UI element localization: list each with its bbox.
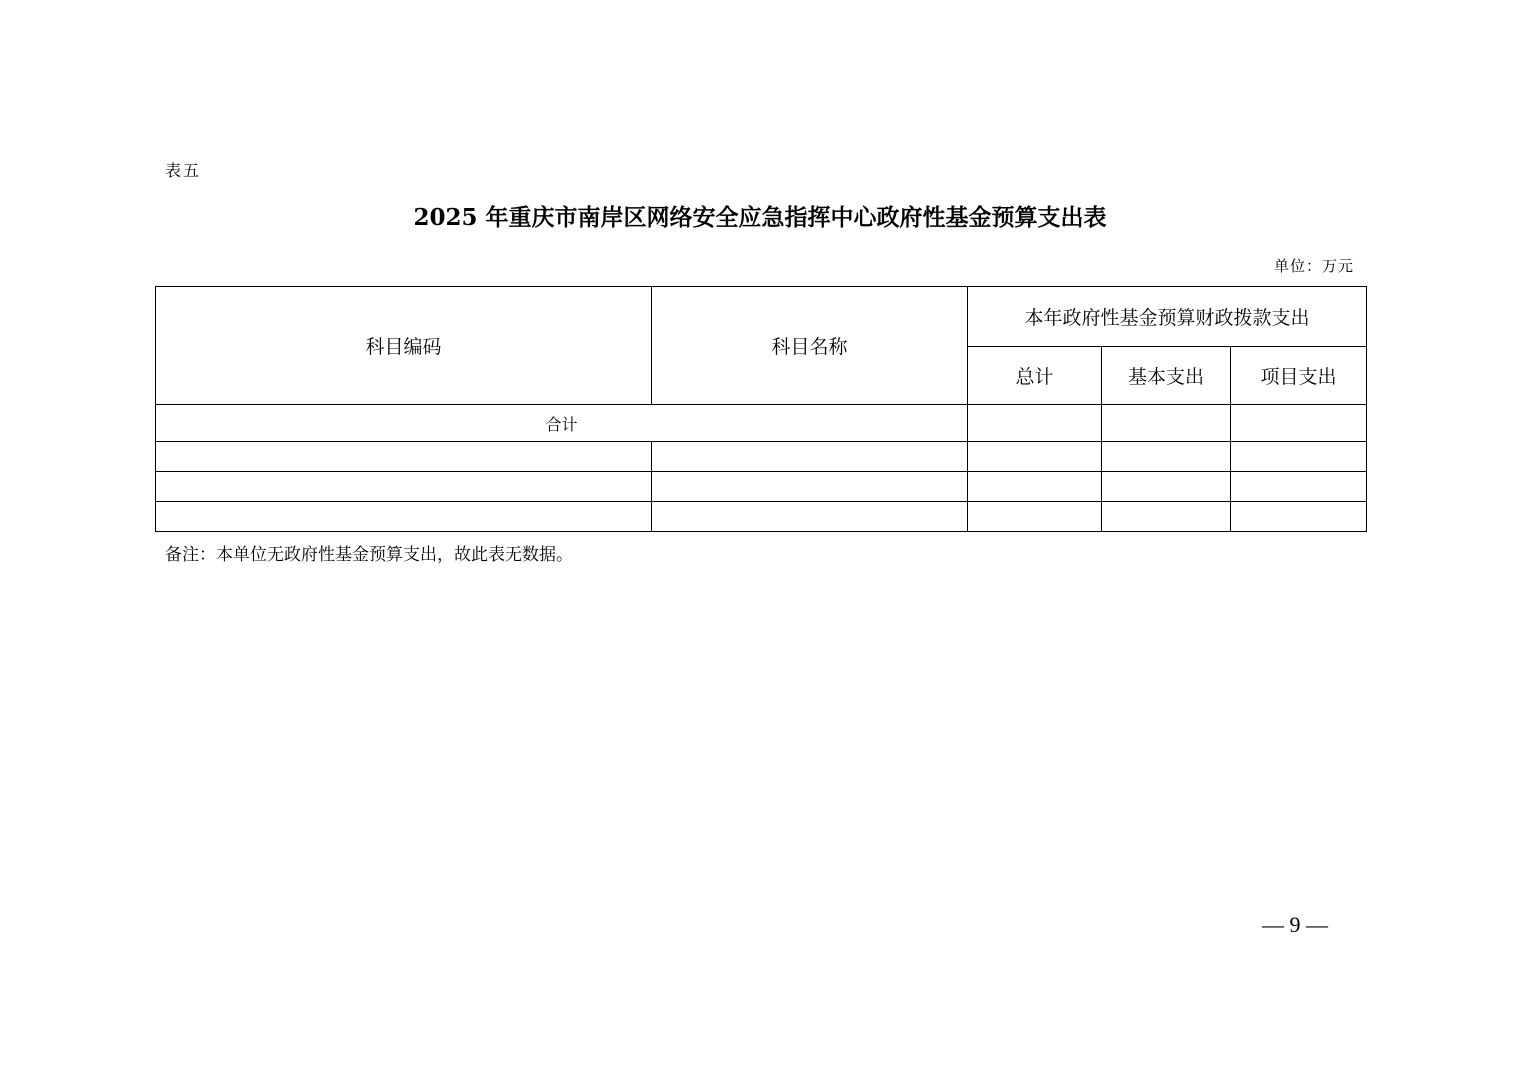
header-subject-code: 科目编码 (156, 287, 652, 405)
cell-basic (1102, 472, 1231, 502)
page-title: 2025 年重庆市南岸区网络安全应急指挥中心政府性基金预算支出表 (413, 204, 1107, 231)
table-row (156, 502, 1367, 532)
header-row-1 (156, 287, 1367, 347)
footnote: 备注：本单位无政府性基金预算支出，故此表无数据。 (165, 545, 573, 565)
page-number: — 9 — (1262, 912, 1328, 937)
cell-project (1231, 472, 1367, 502)
table-label: 表五 (165, 161, 202, 180)
total-row-total (968, 405, 1102, 442)
header-project: 项目支出 (1231, 347, 1367, 405)
cell-basic (1102, 442, 1231, 472)
budget-table (155, 286, 1367, 532)
cell-total (968, 502, 1102, 532)
cell-code (156, 472, 652, 502)
cell-name (652, 442, 968, 472)
cell-basic (1102, 502, 1231, 532)
header-subject-name: 科目名称 (652, 287, 968, 405)
header-total: 总计 (968, 347, 1102, 405)
header-basic: 基本支出 (1102, 347, 1231, 405)
cell-total (968, 442, 1102, 472)
unit-note: 单位：万元 (1273, 257, 1354, 275)
cell-name (652, 472, 968, 502)
total-row (156, 405, 1367, 442)
total-row-basic (1102, 405, 1231, 442)
header-expenditure-group: 本年政府性基金预算财政拨款支出 (968, 287, 1367, 347)
cell-project (1231, 442, 1367, 472)
cell-code (156, 502, 652, 532)
cell-code (156, 442, 652, 472)
total-row-project (1231, 405, 1367, 442)
total-row-label: 合计 (156, 405, 968, 442)
cell-total (968, 472, 1102, 502)
cell-name (652, 502, 968, 532)
cell-project (1231, 502, 1367, 532)
table-row (156, 472, 1367, 502)
table-row (156, 442, 1367, 472)
